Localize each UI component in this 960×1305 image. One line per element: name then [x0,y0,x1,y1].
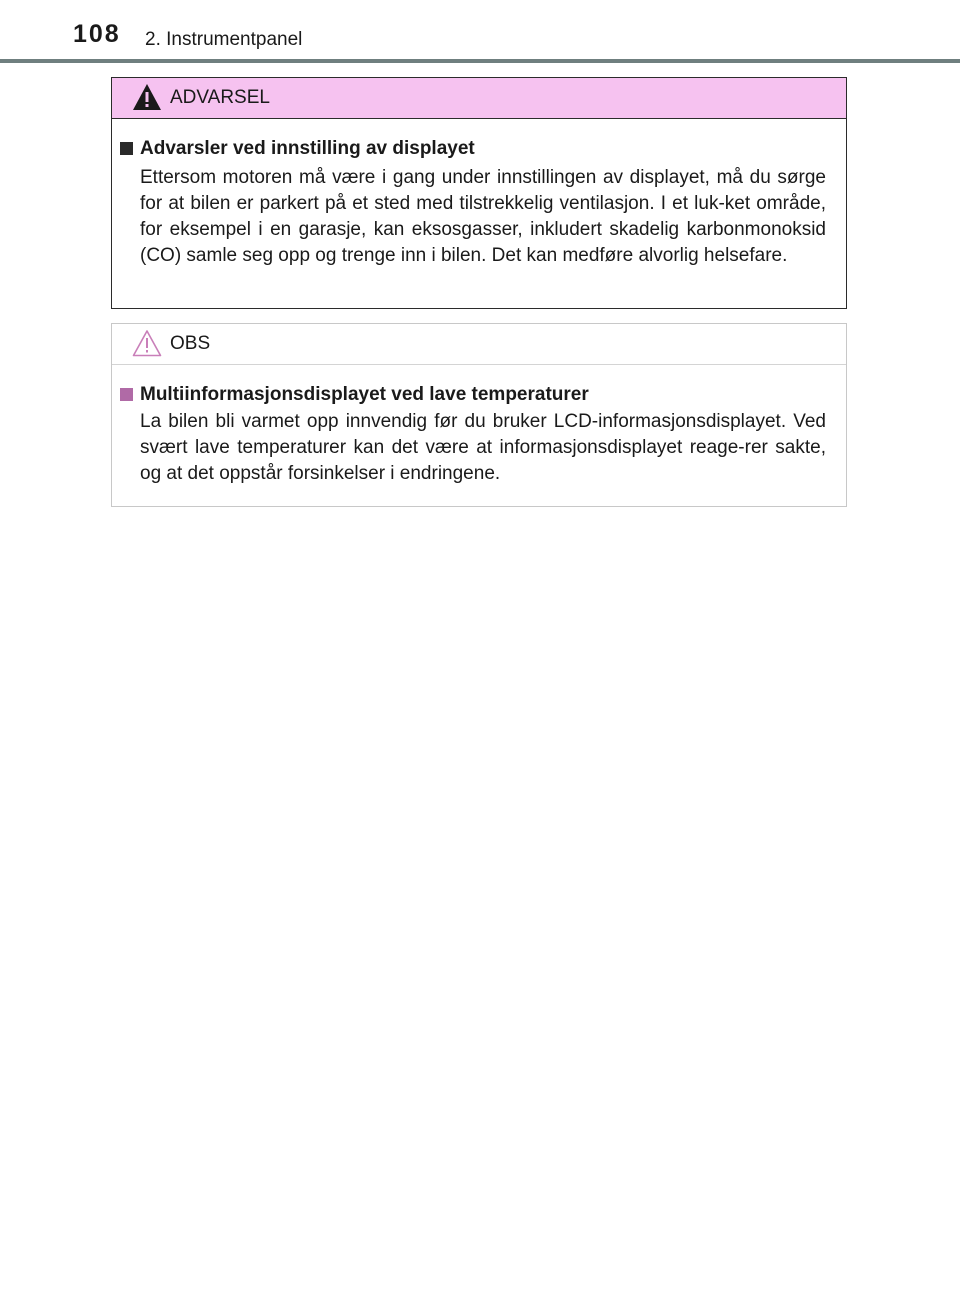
warning-item-title-text: Advarsler ved innstilling av displayet [140,138,475,159]
page-header [0,0,960,62]
warning-triangle-icon [132,83,162,111]
warning-box [111,77,847,309]
warning-box-body [112,119,846,269]
note-box-header [112,324,846,365]
note-item-title-text: Multiinformasjonsdisplayet ved lave temperaturer [140,384,589,405]
page-number: 108 [73,20,121,48]
note-box-body [112,365,846,487]
caution-triangle-icon [132,329,162,357]
square-bullet-icon [120,142,133,155]
section-title: 2. Instrumentpanel [145,29,303,50]
note-item-title [118,383,826,407]
note-label: OBS [170,333,211,354]
warning-item-text: Ettersom motoren må være i gang under innstillingen av displayet, må du sørge for at bilen er parkert på et sted med tilstrekkelig ventilasjon. I et luk-ket område, for eksempel i en garasje, kan eksosgasser, inkludert skadelig karbonmonoksid (CO) samle seg opp og trenge inn i bilen. Det kan medføre alvorlig helsefare. [140,167,826,266]
warning-box-header [112,78,846,119]
header-divider [0,59,960,63]
note-item-text: La bilen bli varmet opp innvendig før du bruker LCD-informasjonsdisplayet. Ved svært lave temperaturer kan det være at informasjonsdisplayet reage-rer sakte, og at det oppstår forsinkelser i endringene. [140,411,826,484]
warning-item-title [118,137,826,161]
warning-label: ADVARSEL [170,87,270,108]
note-box [111,323,847,507]
square-bullet-icon [120,388,133,401]
